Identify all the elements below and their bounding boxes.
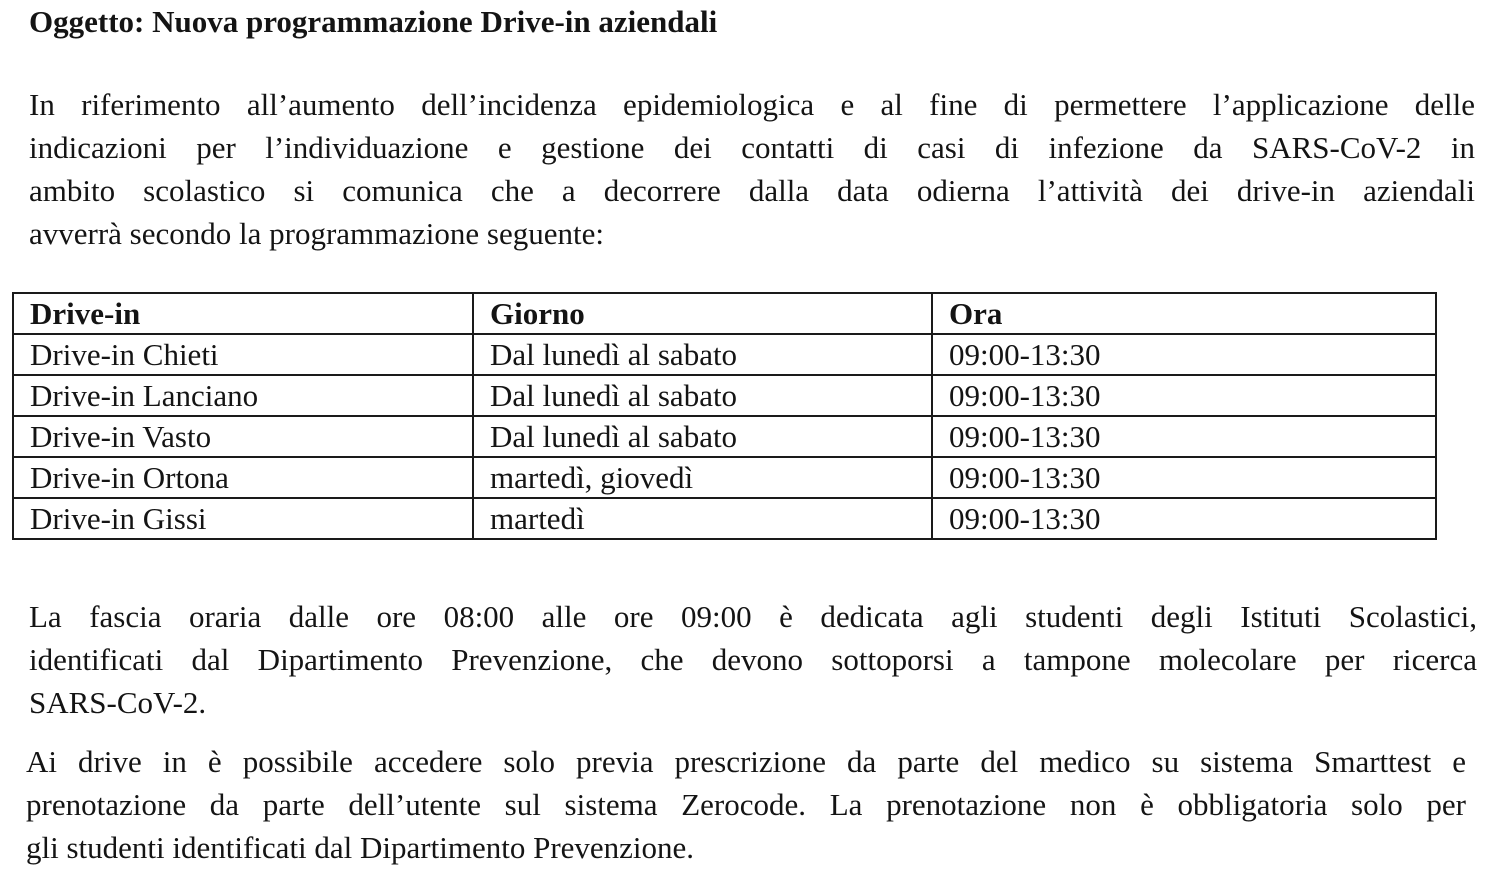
schedule-table bbox=[12, 292, 1437, 540]
table-header-row bbox=[13, 293, 1436, 334]
students-line: identificati dal Dipartimento Prevenzione, che devono sottoporsi a tampone molecolare per ricerca bbox=[29, 642, 1477, 677]
students-paragraph bbox=[29, 595, 1477, 724]
intro-paragraph bbox=[29, 83, 1475, 255]
students-line: La fascia oraria dalle ore 08:00 alle ore 09:00 è dedicata agli studenti degli Istituti Scolastici, bbox=[29, 599, 1477, 634]
cell-giorno: Dal lunedì al sabato bbox=[473, 334, 932, 375]
cell-drive-in: Drive-in Vasto bbox=[13, 416, 473, 457]
cell-giorno: martedì, giovedì bbox=[473, 457, 932, 498]
header-giorno: Giorno bbox=[473, 293, 932, 334]
intro-line: ambito scolastico si comunica che a decorrere dalla data odierna l’attività dei drive-in aziendali bbox=[29, 173, 1475, 208]
cell-giorno: Dal lunedì al sabato bbox=[473, 416, 932, 457]
access-paragraph bbox=[26, 740, 1466, 869]
header-drive-in: Drive-in bbox=[13, 293, 473, 334]
table-row bbox=[13, 457, 1436, 498]
access-line: Ai drive in è possibile accedere solo previa prescrizione da parte del medico su sistema Smarttest e bbox=[26, 744, 1466, 779]
access-line: gli studenti identificati dal Dipartimento Prevenzione. bbox=[26, 830, 695, 865]
intro-line: In riferimento all’aumento dell’incidenza epidemiologica e al fine di permettere l’applicazione delle bbox=[29, 87, 1475, 122]
cell-ora: 09:00-13:30 bbox=[932, 334, 1436, 375]
header-ora: Ora bbox=[932, 293, 1436, 334]
intro-line: avverrà secondo la programmazione seguente: bbox=[29, 216, 604, 251]
table-row bbox=[13, 498, 1436, 539]
cell-ora: 09:00-13:30 bbox=[932, 416, 1436, 457]
table-row bbox=[13, 334, 1436, 375]
cell-drive-in: Drive-in Ortona bbox=[13, 457, 473, 498]
access-line: prenotazione da parte dell’utente sul sistema Zerocode. La prenotazione non è obbligatoria solo per bbox=[26, 787, 1466, 822]
cell-giorno: Dal lunedì al sabato bbox=[473, 375, 932, 416]
cell-giorno: martedì bbox=[473, 498, 932, 539]
cell-ora: 09:00-13:30 bbox=[932, 457, 1436, 498]
cell-ora: 09:00-13:30 bbox=[932, 498, 1436, 539]
cell-drive-in: Drive-in Chieti bbox=[13, 334, 473, 375]
students-line: SARS-CoV-2. bbox=[29, 685, 207, 720]
subject-heading: Oggetto: Nuova programmazione Drive-in aziendali bbox=[29, 4, 718, 39]
table-row bbox=[13, 416, 1436, 457]
cell-drive-in: Drive-in Lanciano bbox=[13, 375, 473, 416]
cell-drive-in: Drive-in Gissi bbox=[13, 498, 473, 539]
cell-ora: 09:00-13:30 bbox=[932, 375, 1436, 416]
table-row bbox=[13, 375, 1436, 416]
intro-line: indicazioni per l’individuazione e gestione dei contatti di casi di infezione da SARS-CoV-2 in bbox=[29, 130, 1475, 165]
